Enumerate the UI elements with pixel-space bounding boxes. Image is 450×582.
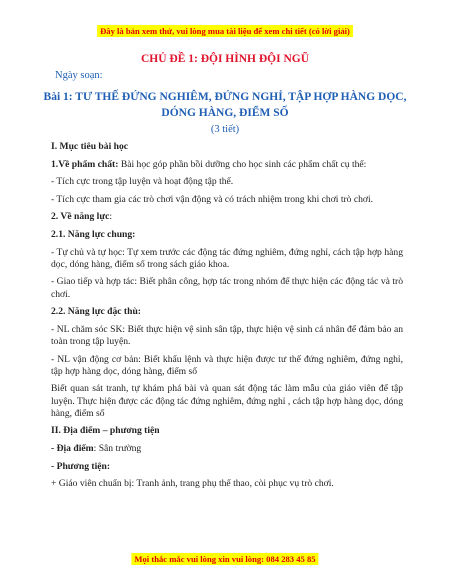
qualities-paragraph (51, 159, 403, 171)
specific-item-1: - NL chăm sóc SK: Biết thực hiện vệ sinh sân tập, thực hiện vệ sinh cá nhân để đảm bảo an toàn trong tập luyện. (51, 323, 403, 347)
periods-label: (3 tiết) (210, 124, 240, 135)
general-item-1: - Tự chủ và tự học: Tự xem trước các động tác đứng nghiêm, đứng nghỉ, cách tập hợp hàng dọc, dóng hàng, điểm số trong sách giáo khoa. (51, 246, 403, 270)
preview-notice-banner: Đây là bản xem thử, vui lòng mua tài liệu để xem chi tiết (có lời giải) (97, 25, 353, 37)
document-body (51, 141, 403, 496)
qualities-label: 1.Về phẩm chất: (51, 158, 119, 170)
qualities-text: Bài học góp phần bồi dưỡng cho học sinh các phẩm chất cụ thể: (118, 158, 367, 170)
venue-text: : Sân trường (93, 442, 142, 454)
contact-banner: Mọi thắc mắc vui lòng xin vui lòng: 084 283 45 85 (131, 553, 318, 565)
general-competence-heading: 2.1. Năng lực chung: (51, 228, 136, 240)
quality-item-2: - Tích cực tham gia các trò chơi vận động và có trách nhiệm trong khi chơi trò chơi. (51, 193, 374, 205)
date-label: Ngày soạn: (55, 70, 103, 81)
lesson-title: Bài 1: TƯ THẾ ĐỨNG NGHIÊM, ĐỨNG NGHỈ, TẬP HỢP HÀNG DỌC, DÓNG HÀNG, ĐIỂM SỐ (43, 91, 407, 119)
specific-item-2: - NL vận động cơ bản: Biết khẩu lệnh và thực hiện được tư thế đứng nghiêm, đứng nghỉ, tập hợp hàng dọc, dóng hàng, điểm số (51, 353, 403, 377)
specific-item-3: Biết quan sát tranh, tự khám phá bài và quan sát động tác làm mẫu của giáo viên để tập luyện. Thực hiện được các động tác đứng nghiêm, đứng nghỉ , cách tập hợp hàng dọc, dóng hàng, điểm số (51, 383, 403, 419)
equipment-label: - Phương tiện: (51, 460, 111, 472)
venue-label: - Địa điểm (51, 442, 94, 454)
general-item-2: - Giao tiếp và hợp tác: Biết phân công, hợp tác trong nhóm để thực hiện các động tác và trò chơi. (51, 276, 403, 300)
competence-paragraph (51, 211, 403, 223)
chapter-title: CHỦ ĐỀ 1: ĐỘI HÌNH ĐỘI NGŨ (140, 53, 310, 65)
quality-item-1: - Tích cực trong tập luyện và hoạt động tập thể. (51, 176, 234, 188)
competence-colon: : (109, 211, 113, 223)
venue-paragraph (51, 443, 403, 455)
objectives-heading: I. Mục tiêu bài học (51, 141, 129, 152)
competence-heading: 2. Về năng lực (51, 211, 110, 223)
specific-competence-heading: 2.2. Năng lực đặc thù: (51, 306, 141, 318)
equipment-item-1: + Giáo viên chuẩn bị: Tranh ảnh, trang phụ thể thao, còi phục vụ trò chơi. (51, 478, 334, 490)
venue-heading: II. Địa điểm – phương tiện (51, 425, 160, 437)
